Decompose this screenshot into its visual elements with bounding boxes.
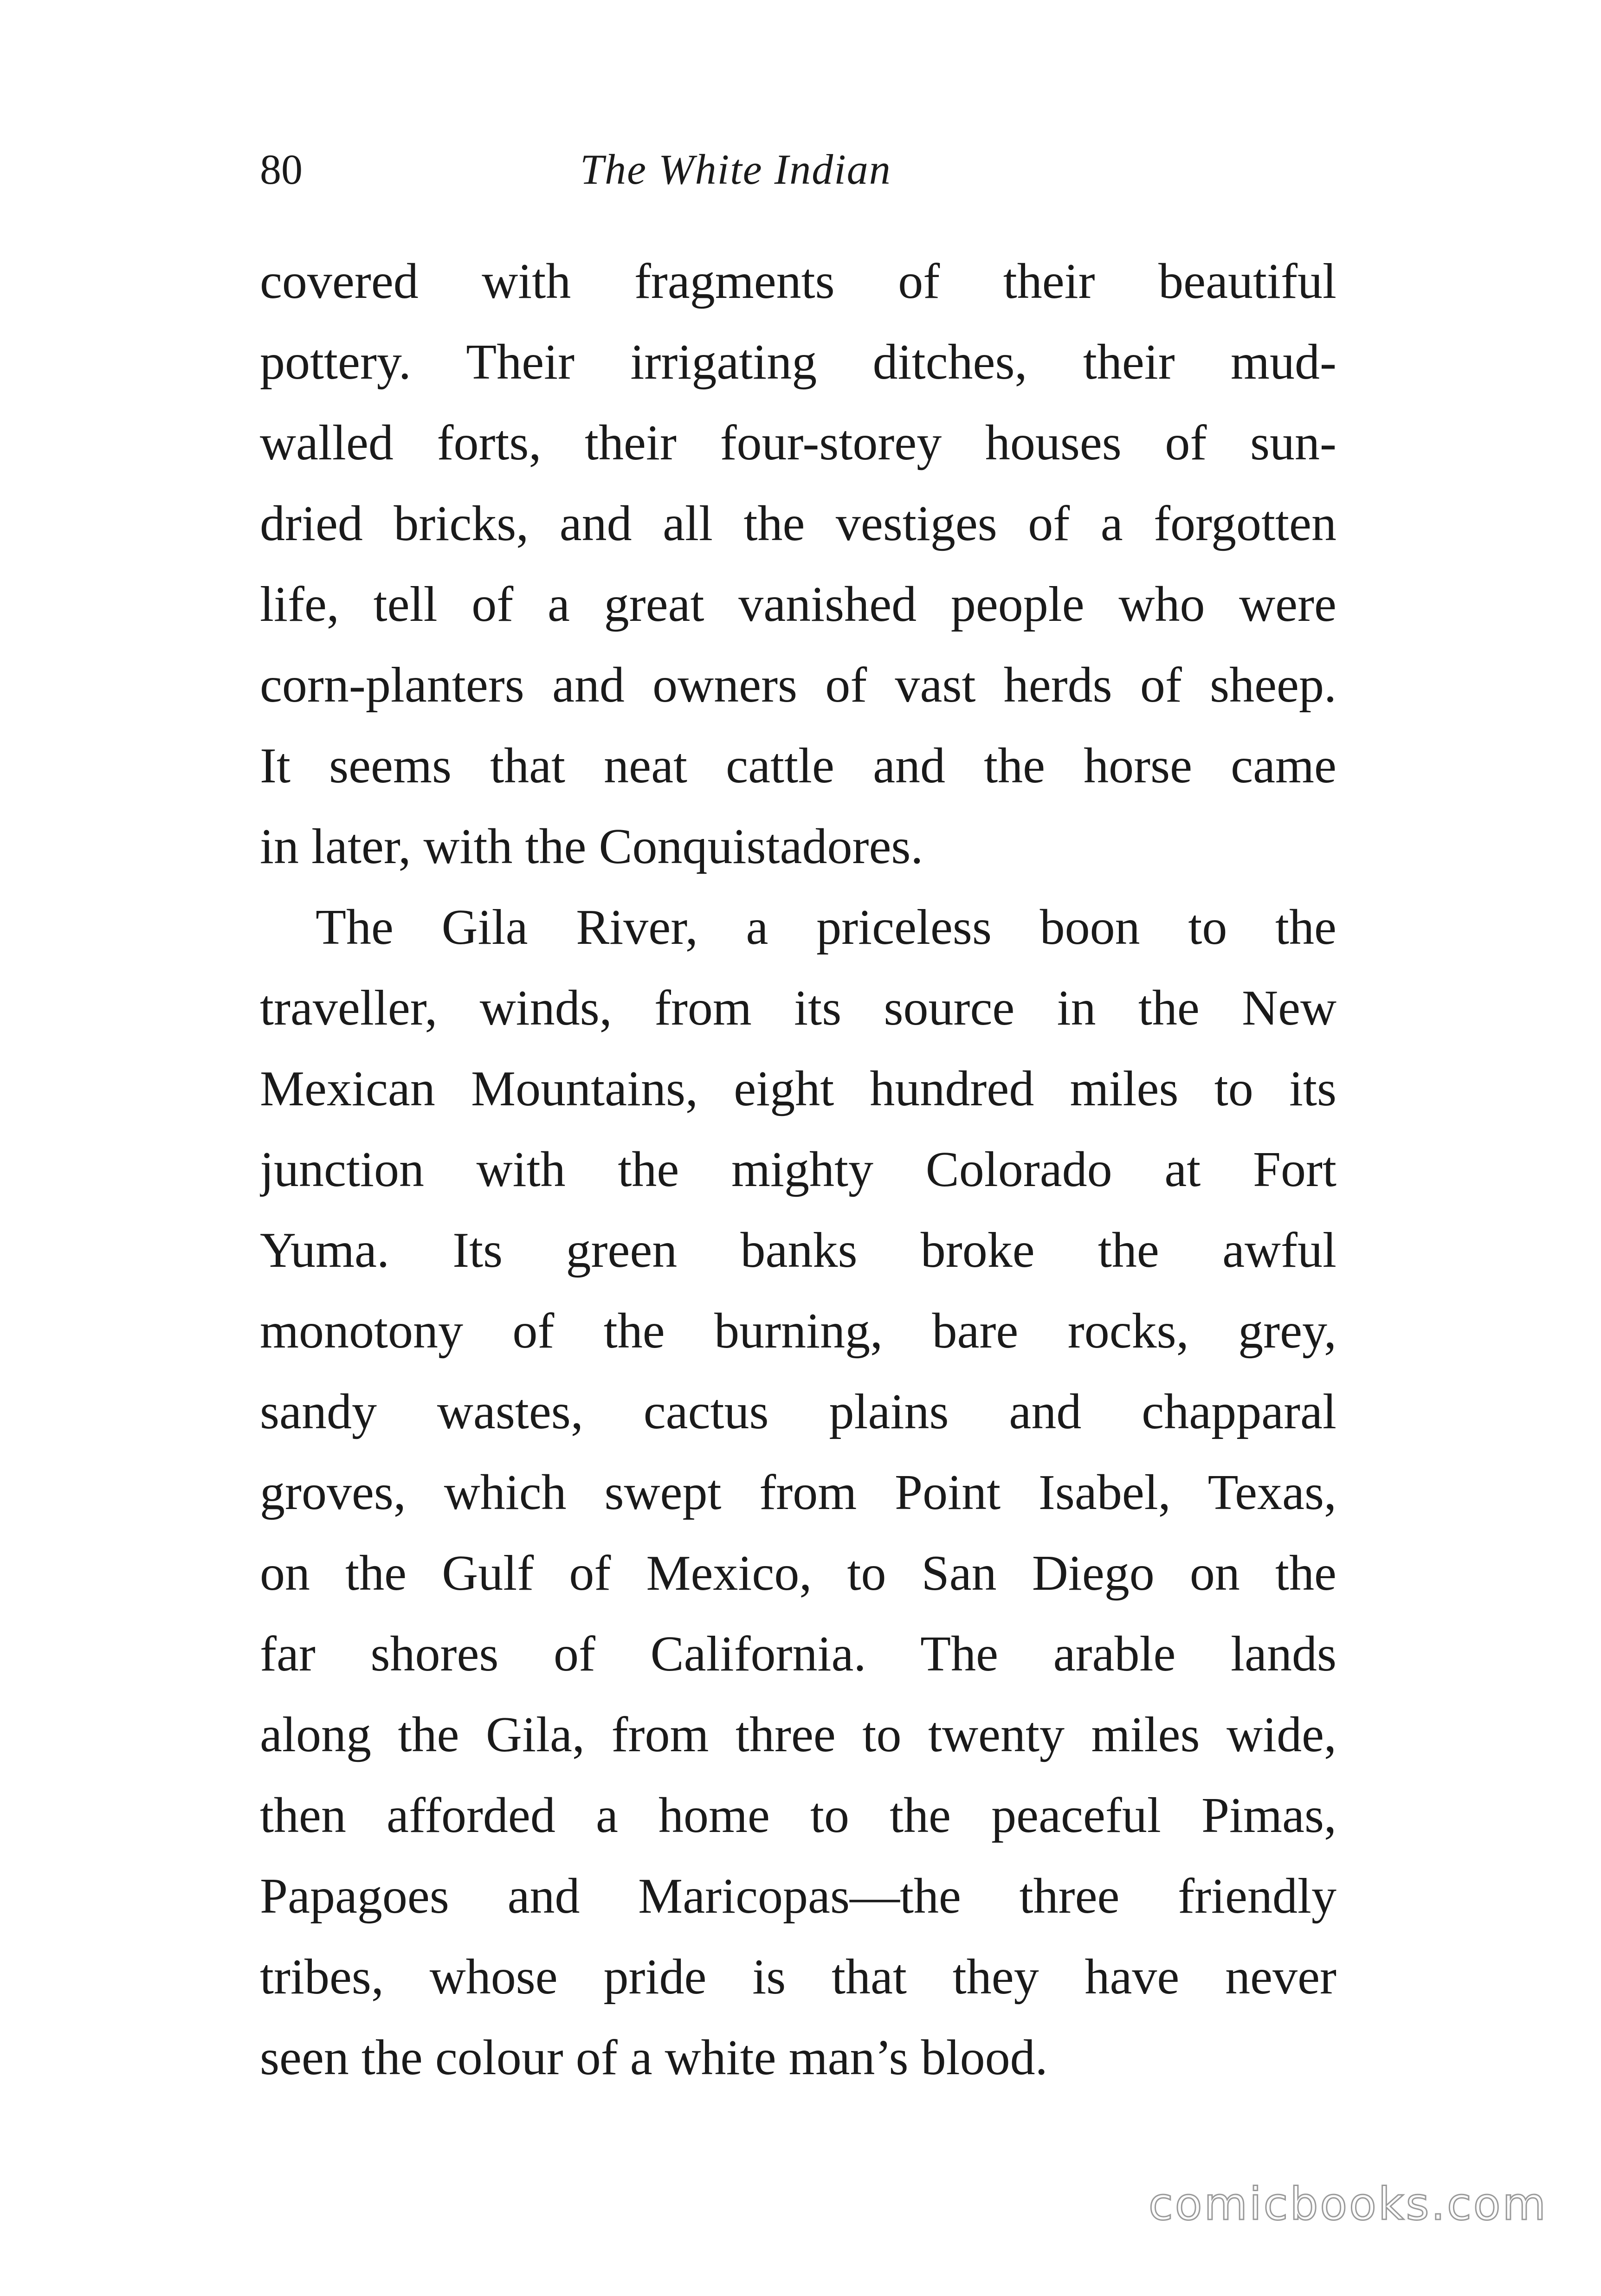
text-line: covered with fragments of their beautiful [260,254,1336,309]
text-line: pottery. Their irrigating ditches, their mud- [260,335,1336,390]
text-line: junction with the mighty Colorado at Fort [260,1142,1336,1197]
text-line: on the Gulf of Mexico, to San Diego on the [260,1546,1336,1601]
text-line: monotony of the burning, bare rocks, grey, [260,1303,1336,1359]
text-line: dried bricks, and all the vestiges of a forgotten [260,496,1336,551]
text-line: tribes, whose pride is that they have never [260,1949,1336,2005]
text-line: Mexican Mountains, eight hundred miles to its [260,1061,1336,1116]
paragraph-start-line: The Gila River, a priceless boon to the [316,900,1336,955]
text-line: life, tell of a great vanished people who were [260,577,1336,632]
paragraph-end-line: seen the colour of a white man’s blood. [260,2030,1048,2085]
text-line: far shores of California. The arable lands [260,1626,1336,1682]
text-line: corn-planters and owners of vast herds of sheep. [260,658,1336,713]
watermark: comicbooks.com [1148,2178,1548,2230]
text-line: It seems that neat cattle and the horse came [260,738,1336,793]
text-line: groves, which swept from Point Isabel, Texas, [260,1465,1336,1520]
running-head [260,135,1336,204]
running-title: The White Indian [580,146,891,193]
text-line: sandy wastes, cactus plains and chapparal [260,1384,1336,1439]
body-text [260,241,1336,2098]
page-number: 80 [260,146,303,193]
text-line: Papagoes and Maricopas—the three friendly [260,1869,1336,1924]
text-line: Yuma. Its green banks broke the awful [260,1223,1336,1278]
paragraph-end-line: in later, with the Conquistadores. [260,819,923,874]
text-line: traveller, winds, from its source in the New [260,980,1336,1036]
text-line: then afforded a home to the peaceful Pimas, [260,1788,1336,1843]
text-line: along the Gila, from three to twenty miles wide, [260,1707,1336,1762]
text-line: walled forts, their four-storey houses of sun- [260,415,1336,471]
